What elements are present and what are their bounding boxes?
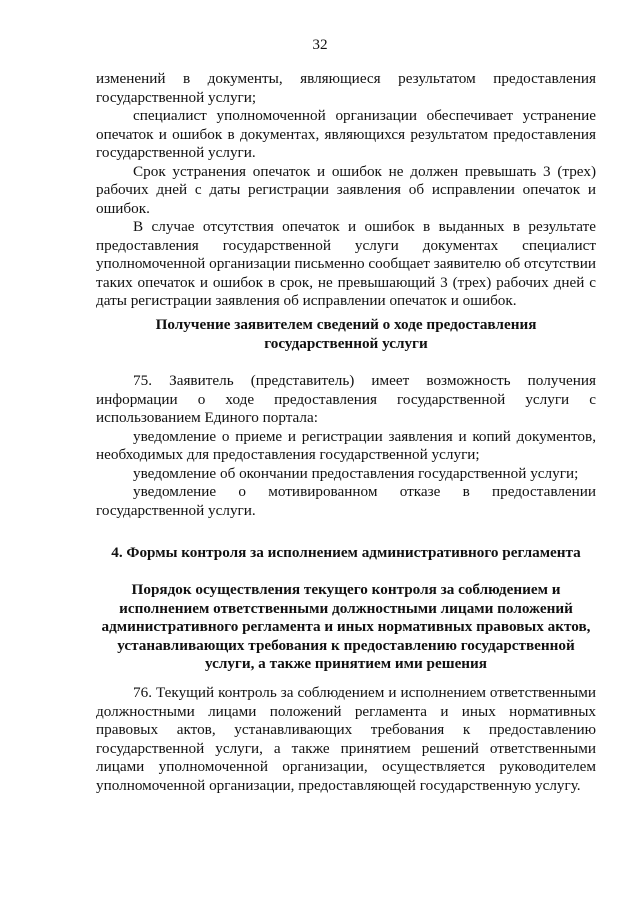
section-heading-status-info	[90, 316, 602, 353]
heading-line: государственной услуги	[264, 334, 428, 352]
text-block-opechatki	[96, 70, 596, 311]
heading-line: Получение заявителем сведений о ходе предоставления	[155, 316, 537, 333]
heading-line: исполнением ответственными должностными лицами положений	[119, 599, 573, 617]
paragraph: специалист уполномоченной организации обеспечивает устранение опечаток и ошибок в документах, являющихся результатом предоставления государственной услуги.	[96, 107, 596, 161]
paragraph: изменений в документы, являющиеся результатом предоставления государственной услуги;	[96, 70, 596, 106]
paragraph: уведомление о приеме и регистрации заявления и копий документов, необходимых для предоставления государственной услуги;	[96, 427, 596, 463]
paragraph: уведомление об окончании предоставления государственной услуги;	[133, 464, 579, 482]
paragraph: Срок устранения опечаток и ошибок не должен превышать 3 (трех) рабочих дней с даты регистрации заявления об исправлении опечаток и ошибок.	[96, 162, 596, 217]
heading-line: Порядок осуществления текущего контроля за соблюдением и	[131, 581, 561, 598]
heading-line: услуги, а также принятием ими решения	[204, 655, 488, 672]
section-heading-current-control	[90, 581, 602, 674]
heading-line: административного регламента и иных нормативных правовых актов,	[101, 618, 591, 635]
heading-line: 4. Формы контроля за исполнением административного регламента	[111, 544, 581, 561]
page-number: 32	[312, 36, 328, 53]
paragraph: В случае отсутствия опечаток и ошибок в выданных в результате предоставления государственной услуги документах специалист уполномоченной организации письменно сообщает заявителю об отсутствии таких опечаток и ошибок в срок, не превышающий 3 (трех) рабочих дней с даты регистрации заявления об исправлении опечаток и ошибок.	[96, 218, 596, 309]
chapter-heading-control-forms	[90, 544, 602, 563]
text-block-item-76	[96, 684, 596, 795]
text-block-item-75	[96, 372, 596, 520]
paragraph: 76. Текущий контроль за соблюдением и исполнением ответственными должностными лицами положений регламента и иных нормативных правовых актов, устанавливающих требования к предоставлению государственной услуги, а также принятием решений ответственными лицами уполномоченной организации, осуществляется руководителем уполномоченной организации, предоставляющей государственную услугу.	[96, 684, 596, 794]
paragraph: уведомление о мотивированном отказе в предоставлении государственной услуги.	[96, 483, 596, 519]
heading-line: устанавливающих требования к предоставлению государственной	[117, 636, 575, 654]
paragraph: 75. Заявитель (представитель) имеет возможность получения информации о ходе предоставления государственной услуги с использованием Единого портала:	[96, 372, 596, 426]
